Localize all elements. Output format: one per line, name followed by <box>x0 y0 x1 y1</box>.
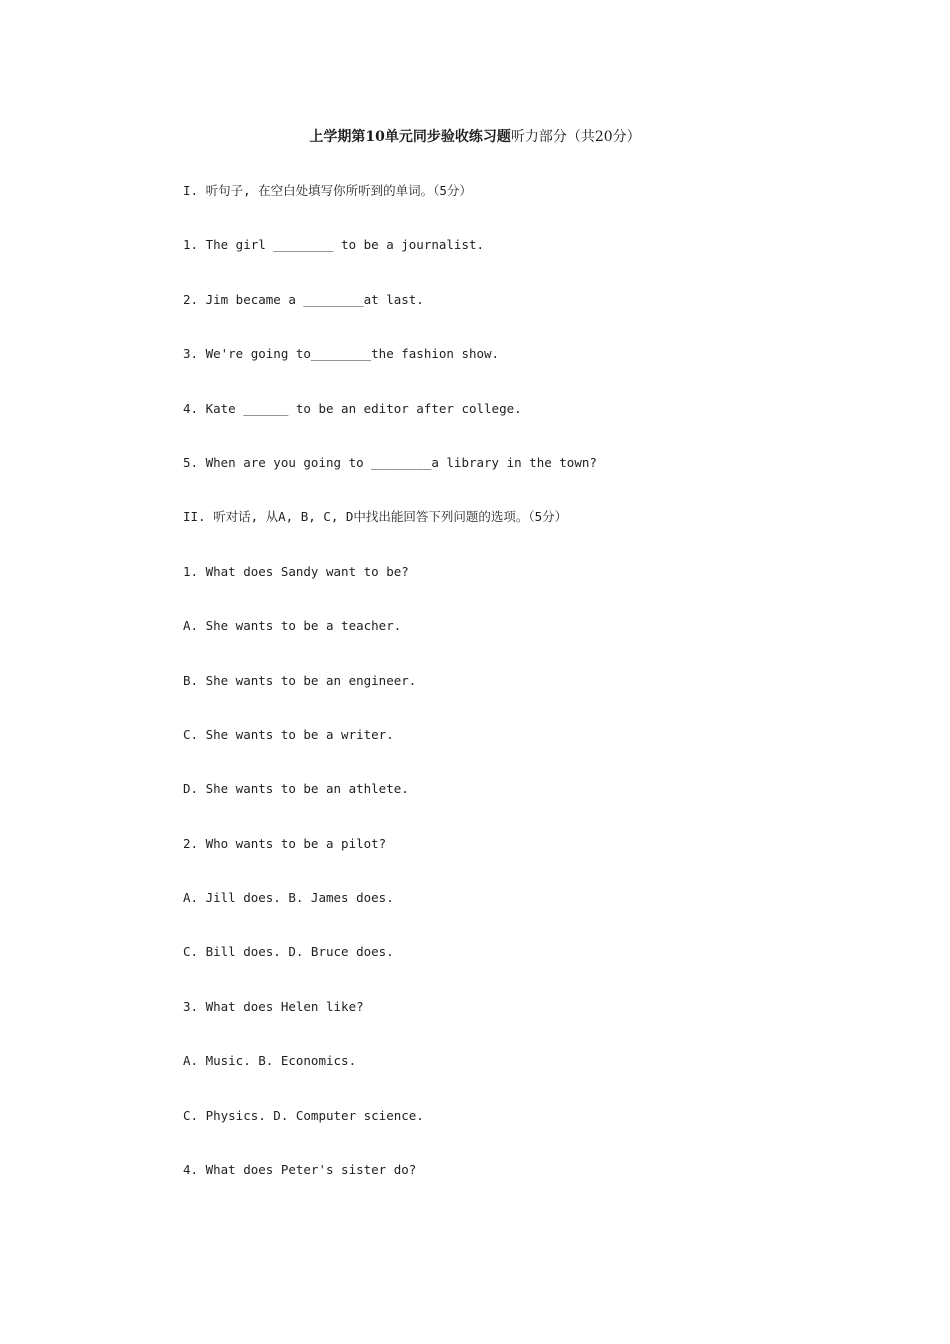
document-title <box>0 127 950 147</box>
title-bold-part: 上学期第10单元同步验收练习题 <box>309 129 511 145</box>
question-line: 2. Jim became a ________at last. <box>183 291 424 307</box>
exercise-content <box>183 181 883 1214</box>
question-line: 5. When are you going to ________a library in the town? <box>183 454 597 470</box>
question-line: 1. What does Sandy want to be? <box>183 563 409 579</box>
section-2-instruction: II. 听对话, 从A, B, C, D中找出能回答下列问题的选项。（5分） <box>183 509 568 525</box>
option-line: A. Music. B. Economics. <box>183 1053 357 1069</box>
title-normal-part: 听力部分（共20分） <box>510 129 641 145</box>
question-line: 4. Kate ______ to be an editor after college. <box>183 400 522 416</box>
option-line: B. She wants to be an engineer. <box>183 672 417 688</box>
question-line: 3. We're going to________the fashion show. <box>183 346 500 362</box>
section-1-instruction: I. 听句子, 在空白处填写你所听到的单词。（5分） <box>183 183 472 198</box>
question-line: 3. What does Helen like? <box>183 998 364 1014</box>
option-line: A. Jill does. B. James does. <box>183 890 394 906</box>
question-line: 2. Who wants to be a pilot? <box>183 835 387 851</box>
option-line: D. She wants to be an athlete. <box>183 781 409 797</box>
option-line: A. She wants to be a teacher. <box>183 618 402 634</box>
question-line: 1. The girl ________ to be a journalist. <box>183 237 485 253</box>
option-line: C. Physics. D. Computer science. <box>183 1107 424 1123</box>
option-line: C. She wants to be a writer. <box>183 726 394 742</box>
question-line: 4. What does Peter's sister do? <box>183 1162 417 1178</box>
option-line: C. Bill does. D. Bruce does. <box>183 944 394 960</box>
